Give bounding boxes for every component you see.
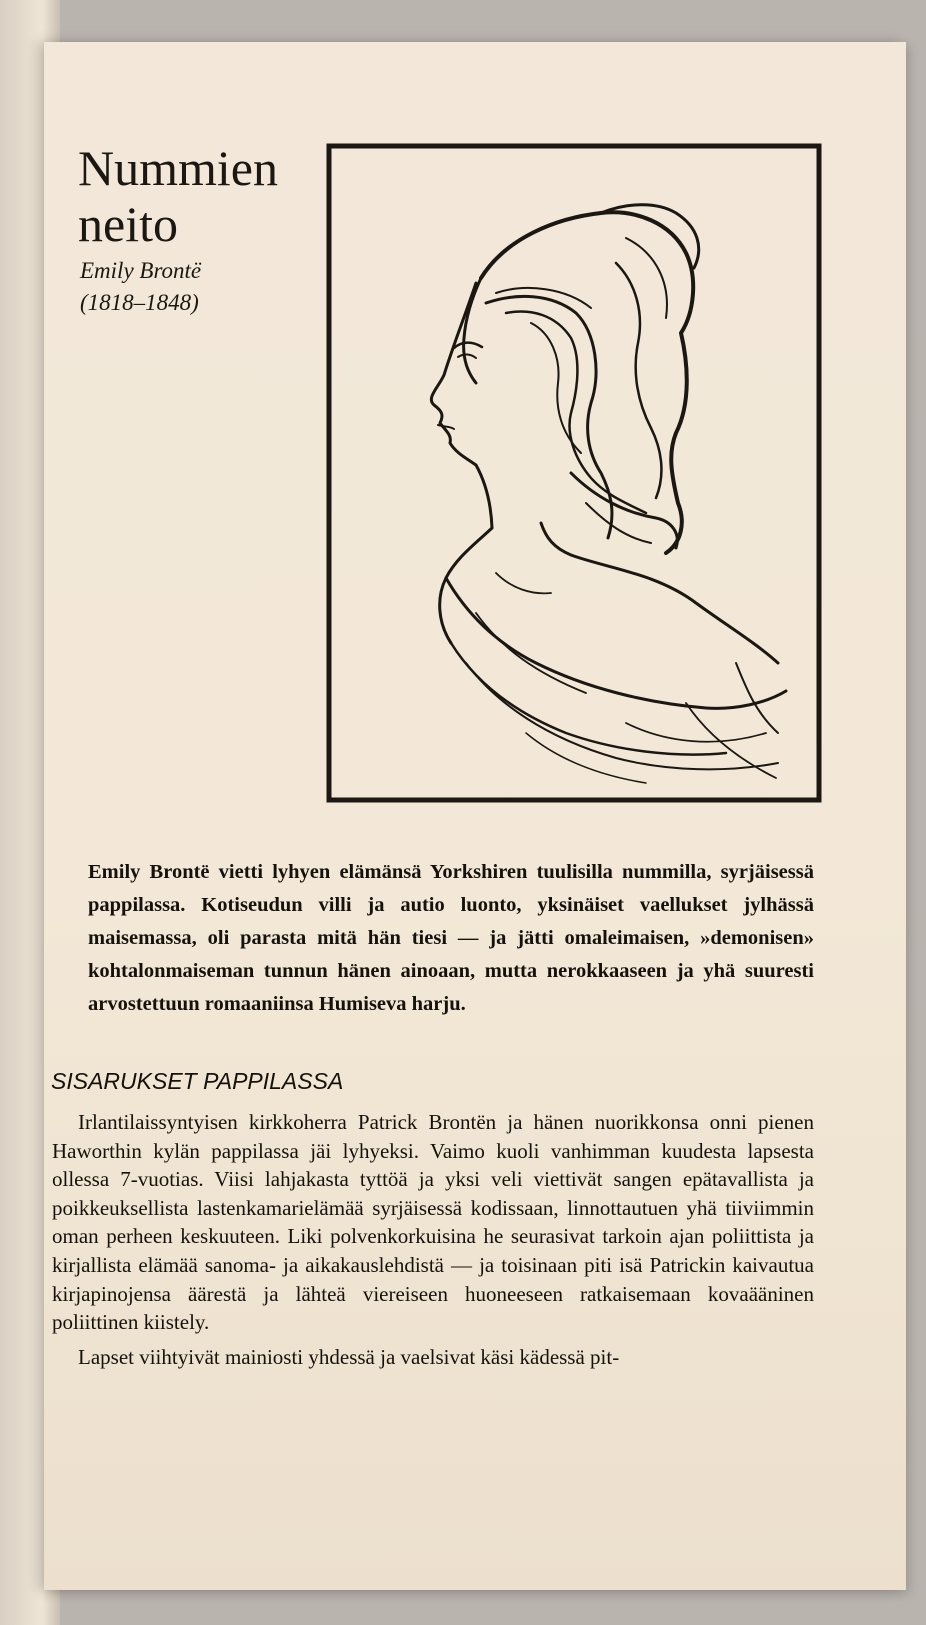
body-paragraph: Lapset viihtyivät mainiosti yhdessä ja vaelsivat käsi kädessä pit- xyxy=(78,1344,620,1369)
woman-profile-sketch xyxy=(431,205,786,783)
portrait-illustration xyxy=(326,143,822,803)
author-lifespan: (1818–1848) xyxy=(80,290,199,315)
author-name: Emily Brontë xyxy=(80,258,202,283)
body-text xyxy=(52,1108,814,1371)
illustration-frame xyxy=(329,146,819,800)
section-heading: SISARUKSET PAPPILASSA xyxy=(51,1068,344,1094)
body-paragraph: Irlantilaissyntyisen kirkkoherra Patrick Brontën ja hänen nuorikkonsa onni pienen Haworthin kylän pappilassa jäi lyhyeksi. Vaimo kuoli vanhimman kuudesta lapsesta ollessa 7-vuotias. Viisi lahjakasta tyttöä ja yksi veli viettivät sangen epätavallista ja poikkeuksellista lastenkamarielämää syrjäisessä kodissaan, linnottautuen yhä tiiviimmin oman perheen keskuuteen. Liki polvenkorkuisina he seurasivat tarkoin ajan poliittista ja kirjallista elämää sanoma- ja aikakauslehdistä — ja toisinaan piti isä Patrickin kaivautua kirjapinojensa äärestä ja lähteä viereiseen huoneeseen ratkaisemaan kovaääninen poliittinen kiistely. xyxy=(52,1110,814,1335)
lead-paragraph: Emily Brontë vietti lyhyen elämänsä Yorkshiren tuulisilla nummilla, syrjäisessä pappilassa. Kotiseudun villi ja autio luonto, yksinäiset vaellukset jylhässä maisemassa, oli parasta mitä hän tiesi — ja jätti omaleimaisen, »demonisen» kohtalonmaiseman tunnun hänen ainoaan, mutta nerokkaaseen ja yhä suuresti arvostettuun romaaniinsa Humiseva harju. xyxy=(88,861,814,1015)
byline xyxy=(80,255,201,319)
article-title: Nummien neito xyxy=(78,140,278,252)
